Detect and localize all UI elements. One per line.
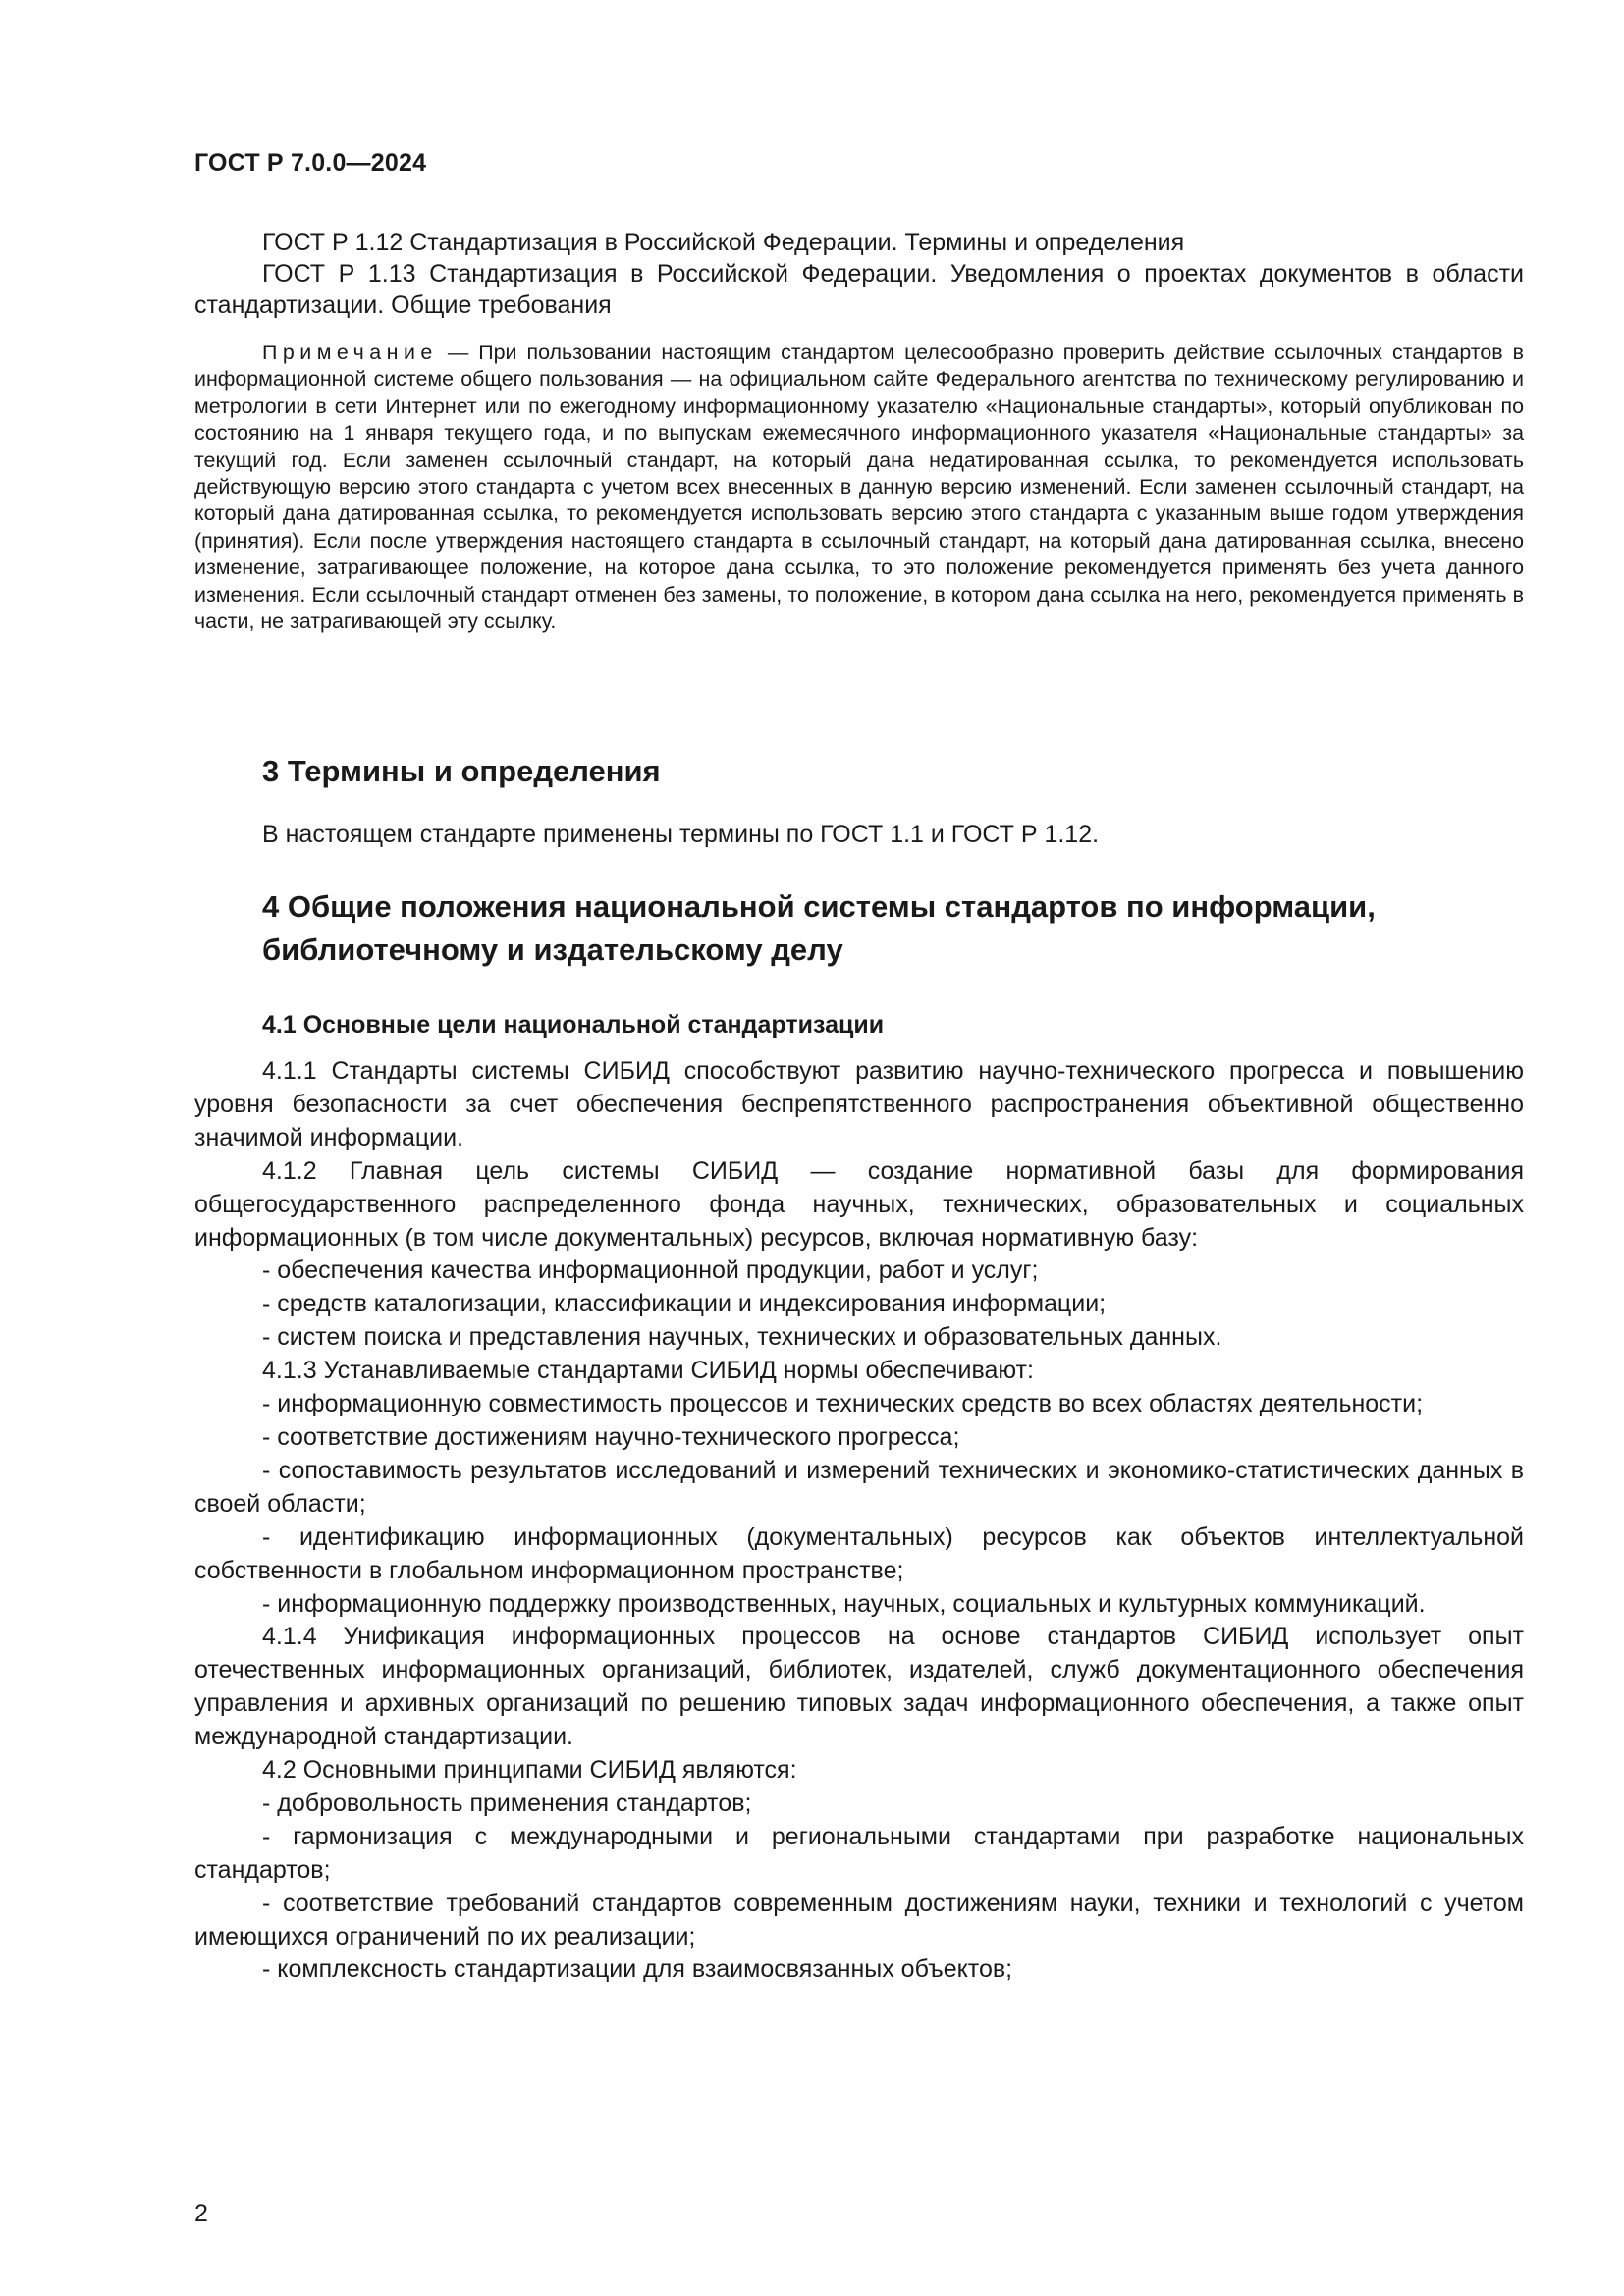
section-4-heading: 4 Общие положения национальной системы стандартов по информации, библиотечному и издательскому делу <box>262 889 1376 967</box>
paragraph: 4.1.1 Стандарты системы СИБИД способствуют развитию научно-технического прогресса и повышению уровня безопасности за счет обеспечения беспрепятственного распространения объективной общественно значимой информации. <box>194 1057 1524 1151</box>
list-item: - соответствие достижениям научно-технического прогресса; <box>262 1422 960 1451</box>
reference-item: ГОСТ Р 1.12 Стандартизация в Российской Федерации. Термины и определения <box>262 229 1185 256</box>
list-item: - информационную поддержку производственных, научных, социальных и культурных коммуникаций. <box>262 1589 1426 1618</box>
list-item: - средств каталогизации, классификации и индексирования информации; <box>262 1290 1107 1318</box>
note-label: Примечание <box>262 341 438 364</box>
section-4-body <box>194 1055 1524 1987</box>
running-header: ГОСТ Р 7.0.0—2024 <box>194 149 427 177</box>
list-item: - добровольность применения стандартов; <box>262 1789 752 1817</box>
paragraph: 4.1.3 Устанавливаемые стандартами СИБИД нормы обеспечивают: <box>262 1357 1034 1385</box>
page-number: 2 <box>194 2200 208 2227</box>
list-item: - соответствие требований стандартов современным достижениям науки, техники и технологий с учетом имеющихся ограничений по их реализации; <box>194 1889 1524 1950</box>
list-item: - обеспечения качества информационной продукции, работ и услуг; <box>262 1256 1039 1285</box>
paragraph: 4.1.4 Унификация информационных процессов на основе стандартов СИБИД использует опыт отечественных информационных организаций, библиотек, издателей, служб документационного обеспечения управления и архивных организаций по решению типовых задач информационного обеспечения, а также опыт международной стандартизации. <box>194 1623 1524 1751</box>
paragraph: 4.2 Основными принципами СИБИД являются: <box>262 1756 797 1785</box>
note-block <box>194 340 1524 635</box>
list-item: - информационную совместимость процессов и технических средств во всех областях деятельности; <box>262 1390 1424 1418</box>
list-item: - комплексность стандартизации для взаимосвязанных объектов; <box>262 1955 1013 1984</box>
list-item: - идентификацию информационных (документальных) ресурсов как объектов интеллектуальной собственности в глобальном информационном пространстве; <box>194 1522 1524 1584</box>
list-item: - сопоставимость результатов исследований и измерений технических и экономико-статистических данных в своей области; <box>194 1456 1524 1518</box>
list-item: - систем поиска и представления научных, технических и образовательных данных. <box>262 1323 1222 1352</box>
reference-item: ГОСТ Р 1.13 Стандартизация в Российской Федерации. Уведомления о проектах документов в области стандартизации. Общие требования <box>194 260 1524 319</box>
subsection-4-1-heading: 4.1 Основные цели национальной стандартизации <box>262 1011 885 1039</box>
note-text: — При пользовании настоящим стандартом целесообразно проверить действие ссылочных стандартов в информационной системе общего пользования — на официальном сайте Федерального агентства по техническому регулированию и метрологии в сети Интернет или по ежегодному информационному указателю «Национальные стандарты», который опубликован по состоянию на 1 января текущего года, и по выпускам ежемесячного информационного указателя «Национальные стандарты» за текущий год. Если заменен ссылочный стандарт, на который дана недатированная ссылка, то рекомендуется использовать действующую версию этого стандарта с учетом всех внесенных в данную версию изменений. Если заменен ссылочный стандарт, на который дана датированная ссылка, то рекомендуется использовать версию этого стандарта с указанным выше годом утверждения (принятия). Если после утверждения настоящего стандарта в ссылочный стандарт, на который дана датированная ссылка, внесено изменение, затрагивающее положение, на которое дана ссылка, то это положение рекомендуется применять без учета данного изменения. Если ссылочный стандарт отменен без замены, то положение, в котором дана ссылка на него, рекомендуется применять в части, не затрагивающей эту ссылку. <box>194 341 1524 634</box>
section-3-heading: 3 Термины и определения <box>262 754 661 788</box>
normative-references-list <box>194 227 1524 321</box>
paragraph: 4.1.2 Главная цель системы СИБИД — создание нормативной базы для формирования общегосударственного распределенного фонда научных, технических, образовательных и социальных информационных (в том числе документальных) ресурсов, включая нормативную базу: <box>194 1156 1524 1252</box>
section-3-body: В настоящем стандарте применены термины по ГОСТ 1.1 и ГОСТ Р 1.12. <box>262 821 1100 848</box>
list-item: - гармонизация с международными и региональными стандартами при разработке национальных стандартов; <box>194 1822 1524 1884</box>
